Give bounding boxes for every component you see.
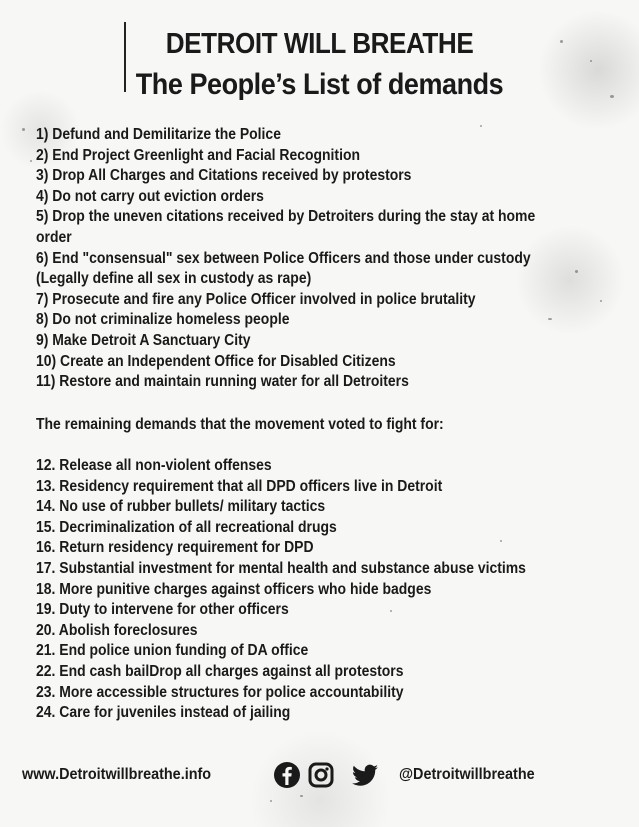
- list-item: 14. No use of rubber bullets/ military tactics: [36, 498, 326, 516]
- list-item: 23. More accessible structures for police accountability: [36, 683, 404, 701]
- list-item: 2) End Project Greenlight and Facial Recognition: [36, 146, 360, 164]
- list-item: 21. End police union funding of DA office: [36, 642, 309, 660]
- list-item: 19. Duty to intervene for other officers: [36, 601, 289, 619]
- list-item: order: [36, 228, 72, 246]
- flyer-subtitle: The People’s List of demands: [135, 68, 504, 101]
- list-item: 10) Create an Independent Office for Disabled Citizens: [36, 352, 396, 370]
- speck: [30, 160, 32, 162]
- list-item: 9) Make Detroit A Sanctuary City: [36, 331, 251, 349]
- list-item: 16. Return residency requirement for DPD: [36, 539, 314, 557]
- list-item: 20. Abolish foreclosures: [36, 621, 198, 639]
- instagram-icon: [307, 761, 335, 789]
- speck: [22, 128, 25, 131]
- list-item: 13. Residency requirement that all DPD officers live in Detroit: [36, 477, 443, 495]
- list-item: 1) Defund and Demilitarize the Police: [36, 126, 281, 143]
- list-item: 4) Do not carry out eviction orders: [36, 187, 264, 205]
- list-item: 3) Drop All Charges and Citations received by protestors: [36, 167, 412, 185]
- list-item: 18. More punitive charges against officers who hide badges: [36, 580, 432, 598]
- list-item: 7) Prosecute and fire any Police Officer involved in police brutality: [36, 290, 476, 308]
- list-item: 6) End "consensual" sex between Police Officers and those under custody: [36, 249, 531, 267]
- remaining-demands-list: [36, 456, 580, 724]
- speck: [610, 95, 614, 98]
- speck: [300, 795, 303, 797]
- twitter-icon: [350, 761, 378, 789]
- list-item: 8) Do not criminalize homeless people: [36, 311, 290, 329]
- demands-list: [36, 125, 591, 393]
- list-item: 5) Drop the uneven citations received by Detroiters during the stay at home: [36, 208, 536, 226]
- list-item: (Legally define all sex in custody as rape): [36, 270, 312, 288]
- speck: [600, 300, 602, 302]
- social-handle: @Detroitwillbreathe: [399, 766, 535, 783]
- list-item: 11) Restore and maintain running water for all Detroiters: [36, 373, 409, 391]
- flyer-title: DETROIT WILL BREATHE: [165, 28, 474, 60]
- remaining-heading: The remaining demands that the movement voted to fight for:: [36, 416, 444, 433]
- list-item: 15. Decriminalization of all recreational drugs: [36, 518, 337, 536]
- facebook-icon: [273, 761, 301, 789]
- website-link: www.Detroitwillbreathe.info: [22, 766, 212, 783]
- speck: [270, 800, 272, 802]
- footer: [16, 761, 576, 791]
- list-item: 24. Care for juveniles instead of jailing: [36, 704, 291, 722]
- list-item: 22. End cash bailDrop all charges against all protestors: [36, 662, 404, 680]
- list-item: 17. Substantial investment for mental health and substance abuse victims: [36, 559, 526, 577]
- list-item: 12. Release all non-violent offenses: [36, 457, 272, 474]
